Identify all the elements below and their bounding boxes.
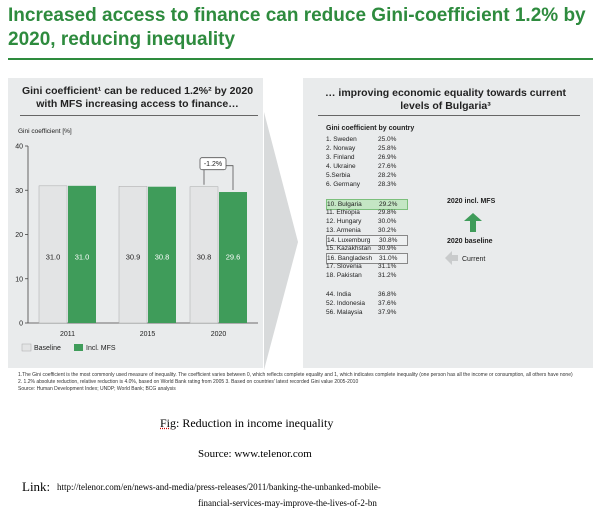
x-category-label: 2011 [59, 331, 76, 338]
bar-value-label: 30.8 [196, 252, 212, 262]
country-name: 5.Serbia [326, 172, 351, 179]
table-row [326, 153, 406, 162]
table-row [326, 226, 406, 235]
country-name: 2. Norway [326, 145, 356, 152]
gini-value: 29.8% [378, 209, 397, 216]
footnote-source: Source: Human Development Index; UNDP; World Bank; BCG analysis [18, 386, 176, 392]
footnote-2: 2. 1.2% absolute reduction, relative reduction is 4.0%, based on World Bank rating from 2005 3. Based on countries' latest recorded Gini value 2005-2010 [18, 379, 359, 385]
country-name: 15. Kazakhstan [326, 245, 371, 252]
gini-value: 30.0% [378, 218, 397, 225]
table-row [326, 217, 406, 226]
country-name: 56. Malaysia [326, 309, 363, 316]
country-name: 17. Slovenia [326, 263, 362, 270]
gini-value: 28.2% [378, 172, 397, 179]
bar-value-label: 29.6 [225, 252, 241, 262]
link-label: Link: [22, 479, 51, 494]
x-category-label: 2015 [139, 331, 156, 338]
country-name: 44. India [326, 291, 351, 298]
legend-swatch [74, 344, 83, 351]
figure-prefix: Fig [160, 416, 177, 430]
arrow-chevron-icon [262, 112, 302, 372]
country-name: 13. Armenia [326, 227, 361, 234]
table-title: Gini coefficient by country [326, 125, 415, 132]
label-2020-baseline: 2020 baseline [447, 238, 493, 245]
country-name: 4. Ukraine [326, 163, 356, 170]
source-line: Source: www.telenor.com [198, 448, 312, 460]
table-row [326, 180, 406, 189]
figure-caption-text: : Reduction in income inequality [176, 416, 334, 430]
gini-value: 25.8% [378, 145, 397, 152]
country-name: 18. Pakistan [326, 272, 362, 279]
gini-value: 25.0% [378, 136, 397, 143]
gini-value: 30.9% [378, 245, 397, 252]
gini-value: 31.2% [378, 272, 397, 279]
y-axis-label: Gini coefficient [%] [18, 128, 72, 135]
table-row [326, 144, 406, 153]
bar-value-label: 31.0 [74, 252, 90, 262]
y-tick-label: 30 [15, 187, 23, 195]
table-row [326, 299, 406, 308]
right-heading-rule [318, 115, 580, 116]
gini-bar-chart [8, 118, 263, 368]
country-name: 14. Luxemburg [327, 237, 371, 244]
x-category-label: 2020 [210, 331, 227, 338]
gini-value: 27.6% [378, 163, 397, 170]
country-name: 12. Hungary [326, 218, 362, 225]
gini-value: 31.0% [379, 255, 398, 262]
table-row [326, 271, 406, 280]
country-name: 16. Bangladesh [327, 255, 373, 262]
bar-value-label: 30.8 [154, 252, 170, 262]
country-name: 52. Indonesia [326, 300, 366, 307]
left-arrow-icon [445, 251, 459, 265]
bar-value-label: 30.9 [125, 252, 141, 262]
link-url-line-1[interactable]: http://telenor.com/en/news-and-media/press-releases/2011/banking-the-unbanked-mobile- [57, 482, 381, 492]
footnotes [18, 372, 590, 393]
left-heading: Gini coefficient¹ can be reduced 1.2%² by 2020 with MFS increasing access to finance… [21, 85, 254, 110]
label-2020-incl-mfs: 2020 incl. MFS [447, 198, 496, 205]
gini-value: 30.2% [378, 227, 397, 234]
country-name: 6. Germany [326, 181, 360, 188]
gini-value: 37.9% [378, 309, 397, 316]
gini-value: 36.8% [378, 291, 397, 298]
gini-value: 30.8% [379, 237, 398, 244]
gini-value: 28.3% [378, 181, 397, 188]
gini-value: 29.2% [379, 201, 398, 208]
table-row [326, 171, 406, 180]
link-url-line-2[interactable]: financial-services-may-improve-the-lives-of-2-bn [198, 498, 377, 508]
label-current: Current [462, 256, 486, 263]
bar-value-label: 31.0 [45, 252, 61, 262]
table-row [326, 208, 406, 217]
figure-caption [160, 416, 333, 431]
country-name: 11. Ethiopia [326, 209, 360, 216]
country-name: 3. Finland [326, 154, 355, 161]
table-row [326, 290, 406, 299]
legend-swatch [22, 344, 31, 351]
page-title: Increased access to finance can reduce Gini-coefficient 1.2% by 2020, reducing inequality [8, 5, 586, 50]
left-heading-rule [20, 115, 258, 116]
table-row [326, 262, 406, 271]
y-tick-label: 10 [15, 276, 23, 284]
title-divider [8, 58, 593, 60]
gini-value: 26.9% [378, 154, 397, 161]
gini-value: 31.1% [378, 263, 397, 270]
gini-value: 37.6% [378, 300, 397, 307]
table-row [326, 308, 406, 317]
up-arrow-icon [463, 213, 483, 233]
country-name: 1. Sweden [326, 136, 357, 143]
legend-label: Baseline [34, 345, 61, 352]
legend-label: Incl. MFS [86, 345, 116, 352]
y-tick-label: 20 [15, 232, 23, 239]
y-tick-label: 40 [15, 143, 23, 151]
right-heading: … improving economic equality towards current levels of Bulgaria³ [325, 87, 566, 112]
table-row [326, 244, 406, 253]
table-row [326, 135, 406, 144]
country-name: 10. Bulgaria [327, 201, 362, 208]
annotation-label: -1.2% [203, 161, 223, 169]
y-tick-label: 0 [19, 320, 23, 328]
footnote-1: 1.The Gini coefficient is the most commonly used measure of inequality. The coefficient varies between 0, which reflects complete equality and 1, which indicates complete inequality (one person has all the income or consumption, all others have none) [18, 372, 573, 378]
table-row [326, 162, 406, 171]
